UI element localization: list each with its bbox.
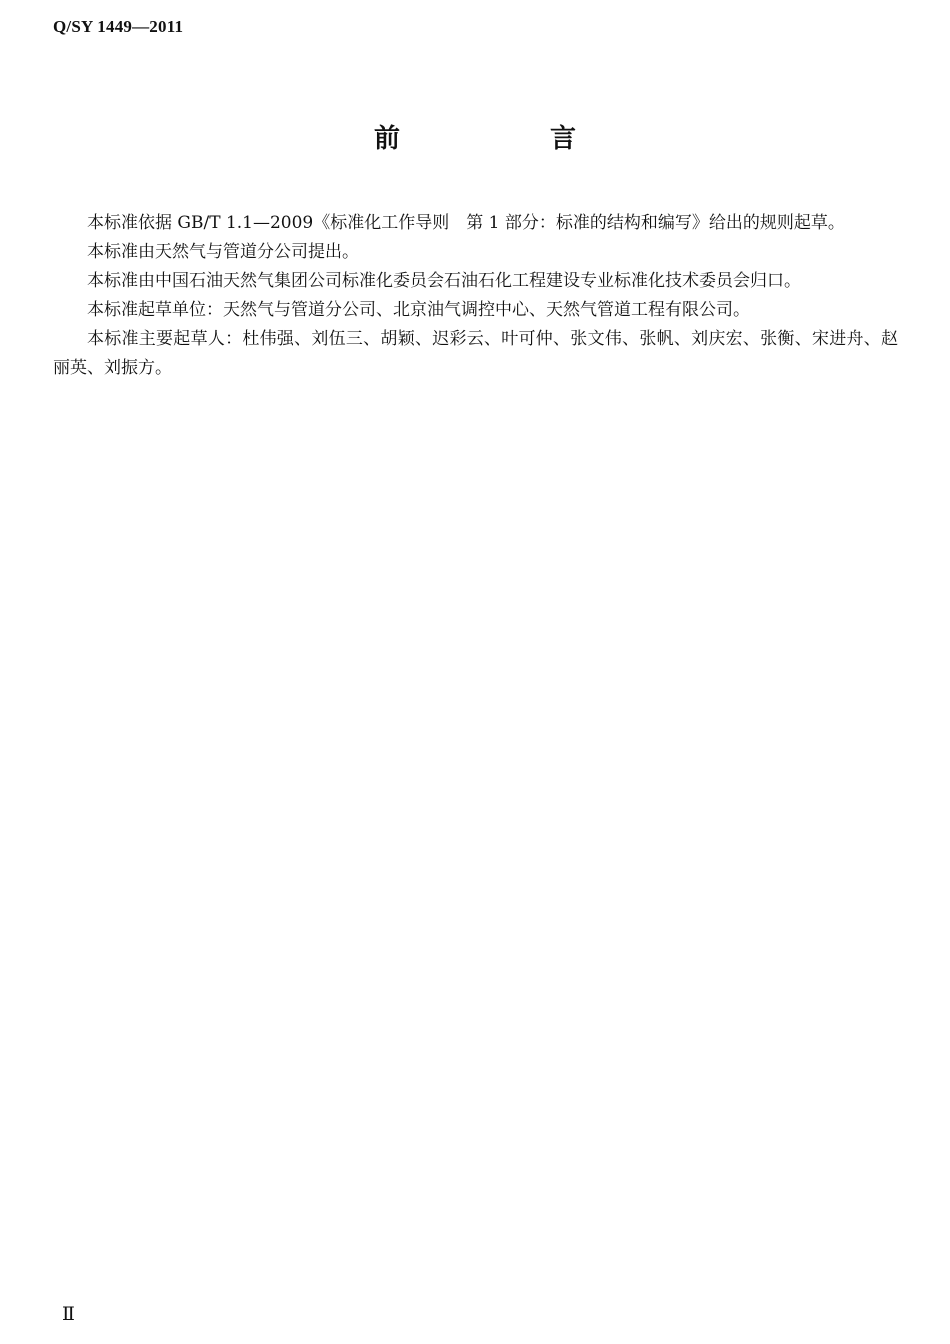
paragraph-centralized-unit: 本标准由中国石油天然气集团公司标准化委员会石油石化工程建设专业标准化技术委员会归口。 bbox=[87, 271, 801, 291]
paragraph-proposer: 本标准由天然气与管道分公司提出。 bbox=[87, 242, 359, 262]
page-number: Ⅱ bbox=[62, 1304, 75, 1325]
standard-code-header: Q/SY 1449—2011 bbox=[53, 17, 184, 36]
foreword-body bbox=[53, 209, 898, 383]
paragraph-drafting-basis: 本标准依据 GB/T 1.1—2009《标准化工作导则 第 1 部分：标准的结构和编写》给出的规则起草。 bbox=[87, 213, 845, 233]
paragraph-drafting-units: 本标准起草单位：天然气与管道分公司、北京油气调控中心、天然气管道工程有限公司。 bbox=[87, 300, 750, 320]
page-title: 前 言 bbox=[373, 124, 638, 154]
paragraph-drafters: 本标准主要起草人：杜伟强、刘伍三、胡颖、迟彩云、叶可仲、张文伟、张帆、刘庆宏、张衡、宋进舟、赵丽英、刘振方。 bbox=[53, 329, 898, 378]
